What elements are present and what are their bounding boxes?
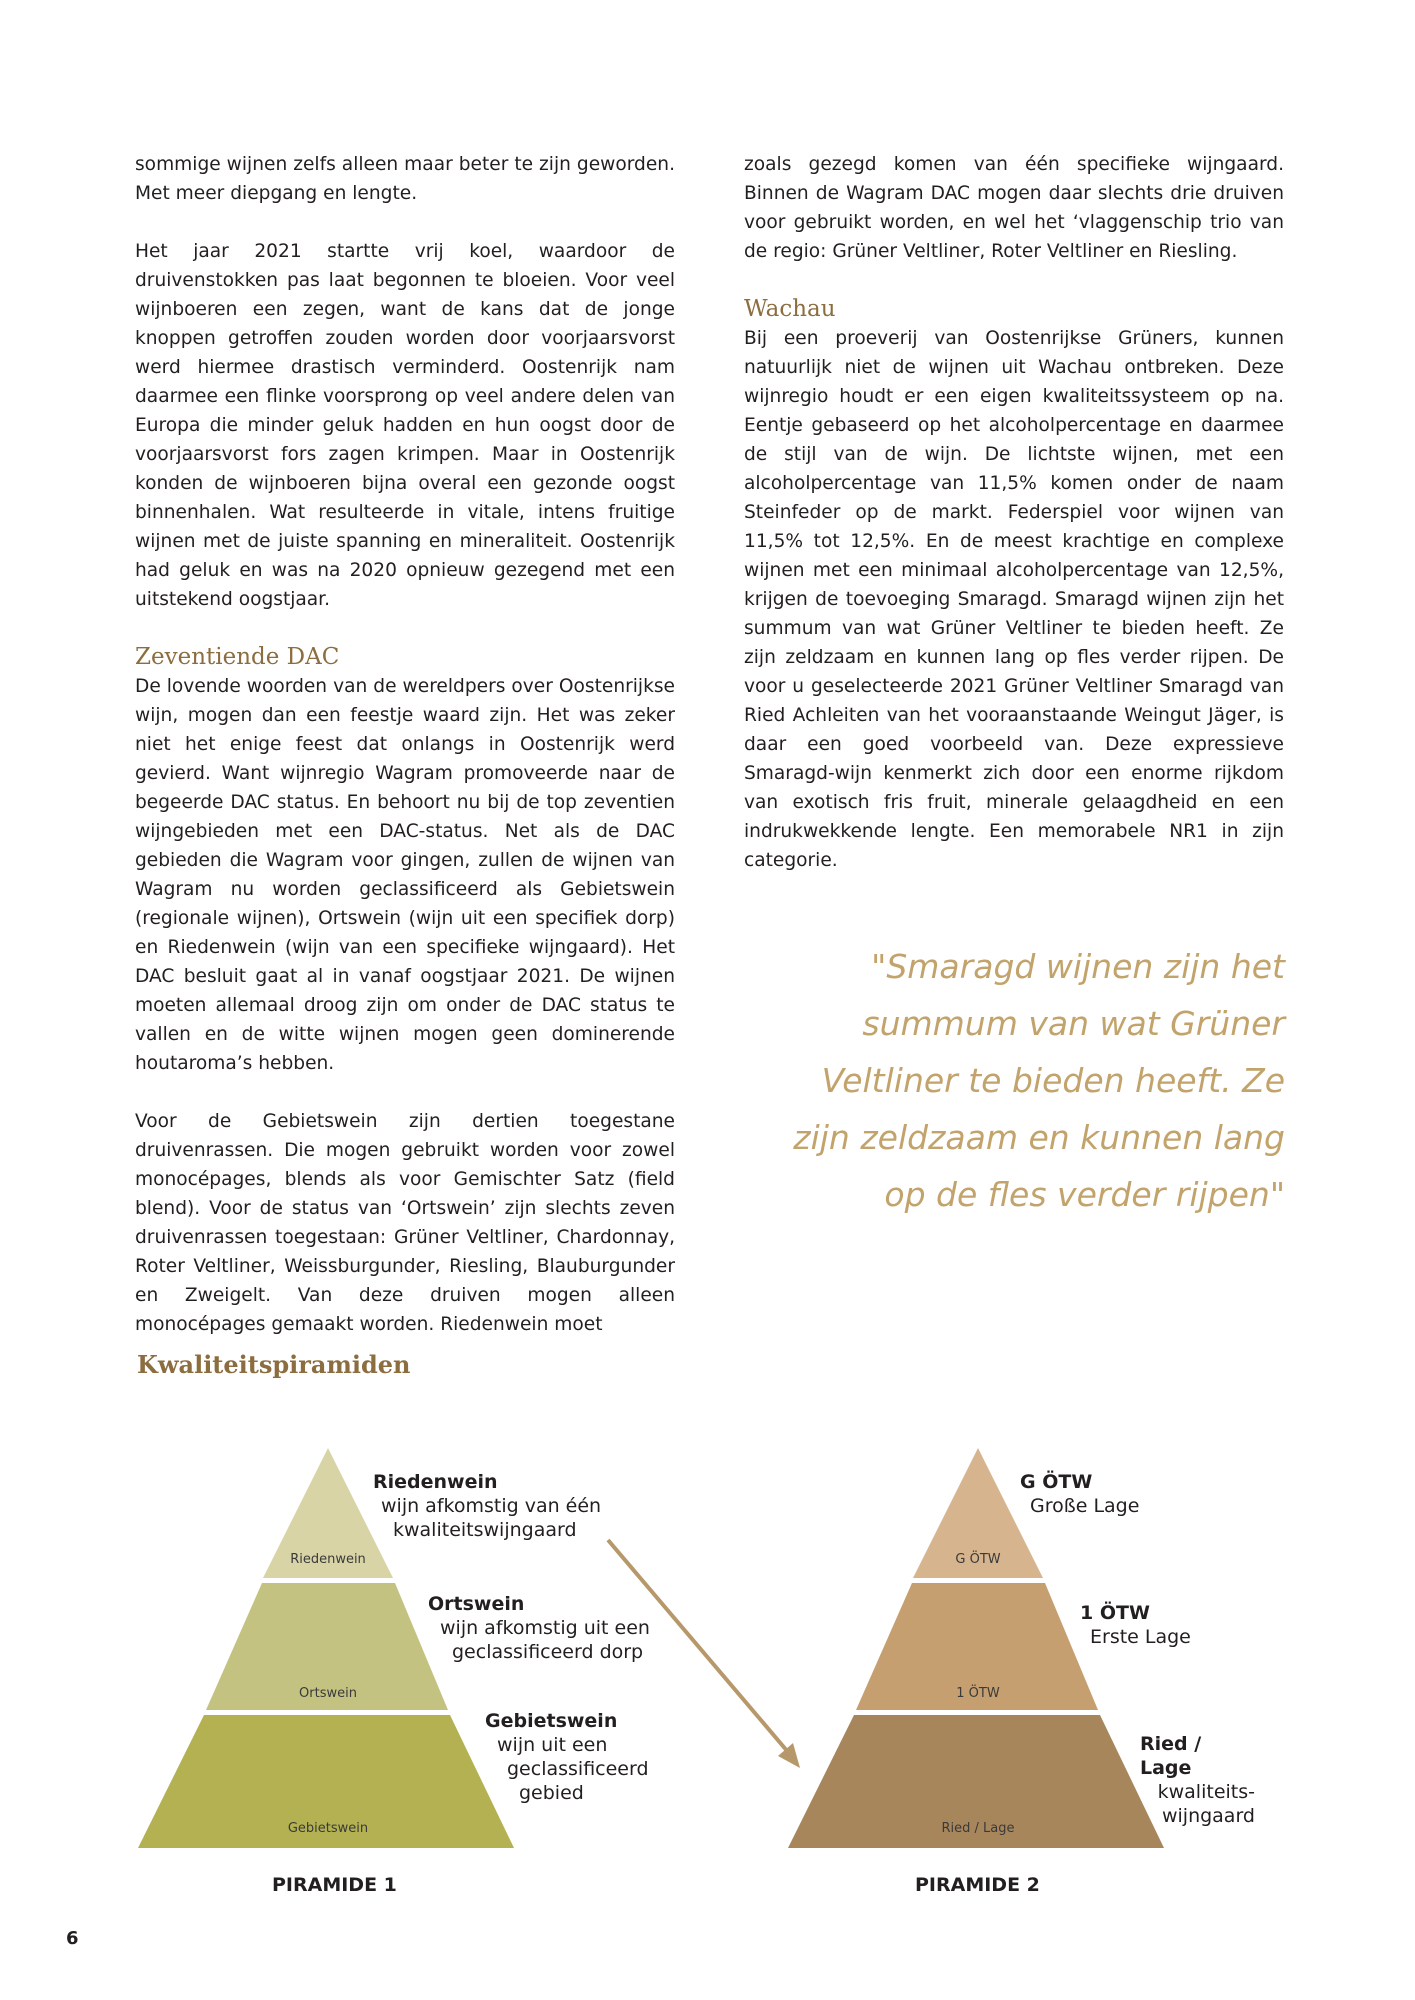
pyramid2-tier-middle-label: 1 ÖTW (956, 1686, 1000, 1701)
pyramid1-caption: PIRAMIDE 1 (272, 1874, 397, 1896)
pyramid2-gotw-label (1020, 1470, 1139, 1518)
pyramid1-tier-bottom-label: Gebietswein (287, 1821, 369, 1836)
label-title: G ÖTW (1020, 1471, 1093, 1493)
pyramid2-1otw-label (1080, 1601, 1191, 1649)
pyramid2-tier-bottom-label: Ried / Lage (941, 1821, 1015, 1836)
heading-zeventiende-dac: Zeventiende DAC (135, 644, 340, 670)
label-desc: kwaliteits- (1157, 1781, 1255, 1803)
right-paragraph-1: zoals gezegd komen van één specifieke wijngaard. Binnen de Wagram DAC mogen daar slechts drie druiven voor gebruikt worden, en wel het ‘vlaggenschip trio van de regio: Grüner Veltliner, Roter Veltliner en Riesling. (744, 154, 1284, 262)
left-paragraph-3: De lovende woorden van de wereldpers over Oostenrijkse wijn, mogen dan een feestje waard zijn. Het was zeker niet het enige feest dat onlangs in Oostenrijk werd gevierd. Want wijnregio Wagram promoveerde naar de begeerde DAC status. En behoort nu bij de top zeventien wijngebieden met een DAC-status. Net als de DAC gebieden die Wagram voor gingen, zullen de wijnen van Wagram nu worden geclassificeerd als Gebietswein (regionale wijnen), Ortswein (wijn uit een specifiek dorp) en Riedenwein (wijn van een specifieke wijngaard). Het DAC besluit gaat al in vanaf oogstjaar 2021. De wijnen moeten allemaal droog zijn om onder de DAC status te vallen en de witte wijnen mogen geen dominerende houtaroma’s hebben. (135, 676, 675, 1074)
label-desc: geclassificeerd (507, 1758, 649, 1780)
label-desc: Erste Lage (1090, 1626, 1191, 1648)
label-title: 1 ÖTW (1080, 1602, 1150, 1624)
left-paragraph-4: Voor de Gebietswein zijn dertien toegestane druivenrassen. Die mogen gebruikt worden voor zowel monocépages, blends als voor Gemischter Satz (field blend). Voor de status van ‘Ortswein’ zijn slechts zeven druivenrassen toegestaan: Grüner Veltliner, Chardonnay, Roter Veltliner, Weissburgunder, Riesling, Blauburgunder en Zweigelt. Van deze druiven mogen alleen monocépages gemaakt worden. Riedenwein moet (135, 1111, 675, 1335)
quote-line: summum van wat Grüner (862, 1004, 1285, 1043)
pyramid1-gebietswein-label (485, 1709, 649, 1805)
left-paragraph-1: sommige wijnen zelfs alleen maar beter te zijn geworden. Met meer diepgang en lengte. (135, 154, 675, 204)
pyramid1-riedenwein-label (373, 1470, 601, 1542)
quote-line: op de fles verder rijpen" (884, 1175, 1285, 1214)
label-desc: gebied (519, 1782, 584, 1804)
label-title: Ried / Lage (1140, 1733, 1202, 1779)
pyramid2-tier-top-label: G ÖTW (955, 1552, 1001, 1567)
pyramid2-ried-lage-label (1140, 1732, 1255, 1828)
quote-line: "Smaragd wijnen zijn het (871, 947, 1285, 986)
label-title: Ortswein (428, 1593, 525, 1615)
heading-wachau: Wachau (744, 296, 836, 322)
page-number: 6 (66, 1928, 79, 1949)
label-desc: kwaliteitswijngaard (393, 1519, 577, 1541)
quote-line: zijn zeldzaam en kunnen lang (793, 1118, 1285, 1157)
pyramid2-caption: PIRAMIDE 2 (915, 1874, 1040, 1896)
pyramid1-ortswein-label (428, 1592, 650, 1664)
label-desc: wijn afkomstig van één (381, 1495, 602, 1517)
pyramid1-tier-top-label: Riedenwein (290, 1552, 366, 1567)
left-paragraph-2: Het jaar 2021 startte vrij koel, waardoor de druivenstokken pas laat begonnen te bloeien. Voor veel wijnboeren een zegen, want de kans dat de jonge knoppen getroffen zouden worden door voorjaarsvorst werd hiermee drastisch verminderd. Oostenrijk nam daarmee een flinke voorsprong op veel andere delen van Europa die minder geluk hadden en hun oogst door de voorjaarsvorst fors zagen krimpen. Maar in Oostenrijk konden de wijnboeren bijna overal een gezonde oogst binnenhalen. Wat resulteerde in vitale, intens fruitige wijnen met de juiste spanning en mineraliteit. Oostenrijk had geluk en was na 2020 opnieuw gezegend met een uitstekend oogstjaar. (135, 241, 675, 610)
pyramid1-tier-middle-label: Ortswein (299, 1686, 357, 1701)
label-title: Riedenwein (373, 1471, 498, 1493)
label-desc: Große Lage (1030, 1495, 1140, 1517)
label-desc: geclassificeerd dorp (452, 1641, 644, 1663)
section-title: Kwaliteitspiramiden (137, 1350, 411, 1379)
label-desc: wijngaard (1161, 1805, 1255, 1827)
quote-line: Veltliner te bieden heeft. Ze (821, 1061, 1285, 1100)
label-desc: wijn uit een (497, 1734, 608, 1756)
label-title: Gebietswein (485, 1710, 618, 1732)
label-desc: wijn afkomstig uit een (440, 1617, 650, 1639)
right-paragraph-2: Bij een proeverij van Oostenrijkse Grüners, kunnen natuurlijk niet de wijnen uit Wachau ontbreken. Deze wijnregio houdt er een eigen kwaliteitssysteem op na. Eentje gebaseerd op het alcoholpercentage en daarmee de stijl van de wijn. De lichtste wijnen, met een alcoholpercentage van 11,5% komen onder de naam Steinfeder op de markt. Federspiel voor wijnen van 11,5% tot 12,5%. En de meest krachtige en complexe wijnen met een minimaal alcoholpercentage van 12,5%, krijgen de toevoeging Smaragd. Smaragd wijnen zijn het summum van wat Grüner Veltliner te bieden heeft. Ze zijn zeldzaam en kunnen lang op fles verder rijpen. De voor u geselecteerde 2021 Grüner Veltliner Smaragd van Ried Achleiten van het vooraanstaande Weingut Jäger, is daar een goed voorbeeld van. Deze expressieve Smaragd-wijn kenmerkt zich door een enorme rijkdom van exotisch fris fruit, minerale gelaagdheid en een indrukwekkende lengte. Een memorabele NR1 in zijn categorie. (744, 328, 1284, 871)
